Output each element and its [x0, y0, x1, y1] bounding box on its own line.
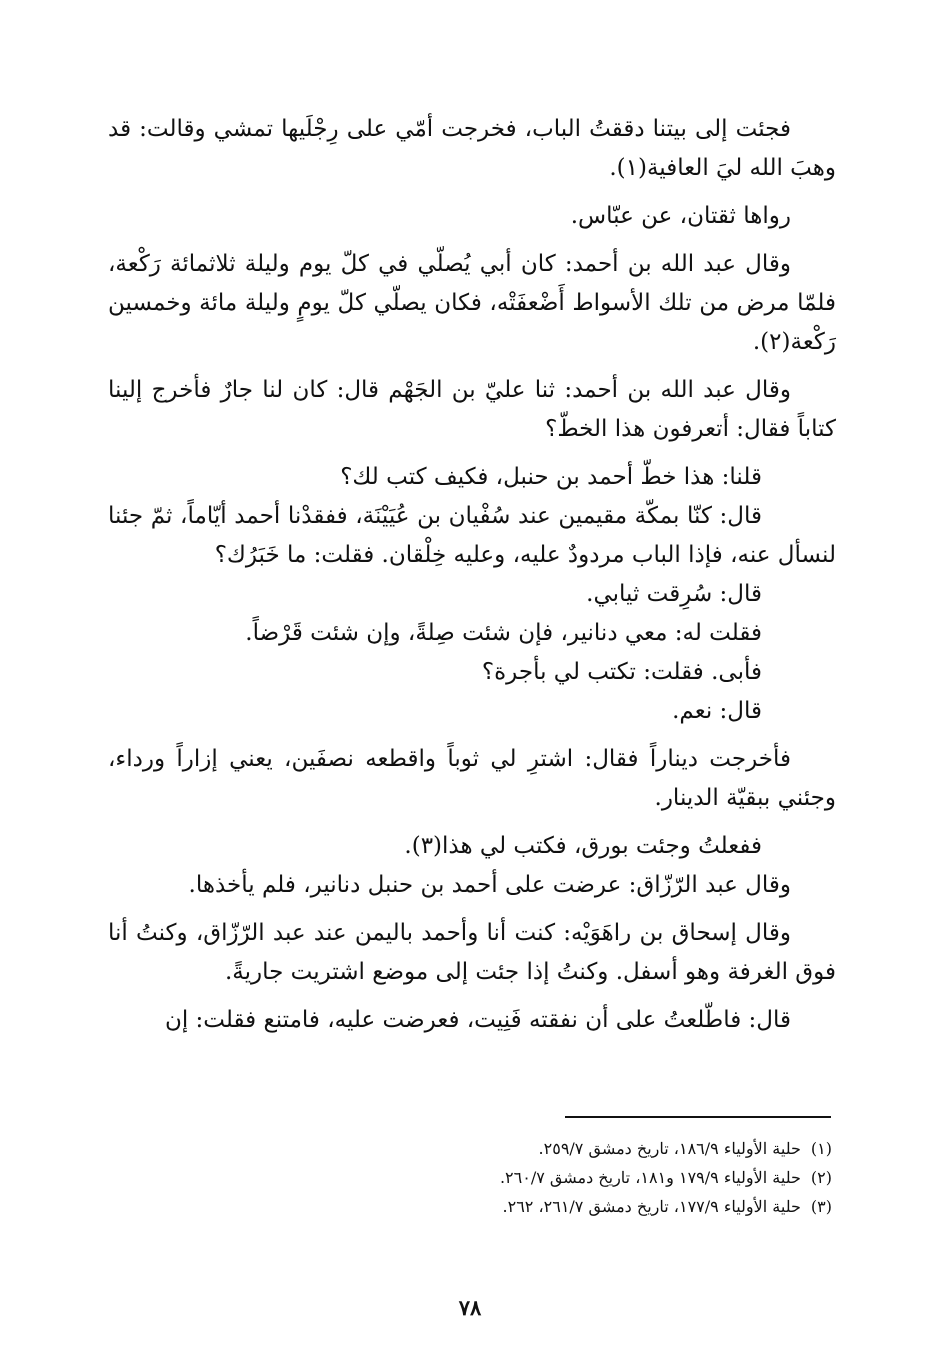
paragraph: وقال عبد الله بن أحمد: كان أبي يُصلّي في كلّ يوم وليلة ثلاثمائة رَكْعة، فلمّا مرض من تلك الأسواط أَضْعفَتْه، فكان يصلّي كلّ يومٍ وليلة مائة وخمسين رَكْعة(٢). — [108, 251, 836, 355]
footnote-text: حلية الأولياء ١٧٧/٩، تاريخ دمشق ٢٦١/٧، ٢٦٢. — [502, 1197, 801, 1216]
dialogue-line: فأبى. فقلت: تكتب لي بأجرة؟ — [481, 659, 762, 685]
dialogue-line: قال: نعم. — [672, 698, 762, 724]
footnote-text: حلية الأولياء ١٨٦/٩، تاريخ دمشق ٢٥٩/٧. — [538, 1139, 801, 1158]
page-number: ٧٨ — [458, 1295, 482, 1320]
main-text — [108, 110, 836, 1049]
paragraph: قال: فاطّلعتُ على أن نفقته فَنِيت، فعرضت عليه، فامتنع فقلت: إن — [164, 1007, 791, 1033]
paragraph: وقال عبد الله بن أحمد: ثنا عليّ بن الجَهْم قال: كان لنا جارٌ فأخرج إلينا كتاباً فقال: أتعرفون هذا الخطّ؟ — [108, 377, 836, 442]
footnote-divider — [565, 1116, 831, 1118]
dialogue-line: فقلت له: معي دنانير، فإن شئت صِلةً، وإن شئت قَرْضاً. — [245, 620, 762, 646]
footnote-text: حلية الأولياء ١٧٩/٩ و١٨١، تاريخ دمشق ٢٦٠/٧. — [499, 1168, 801, 1187]
footnote — [104, 1134, 832, 1163]
footnote — [104, 1163, 832, 1192]
footnote-number: (٣) — [810, 1197, 832, 1216]
paragraph: ففعلتُ وجئت بورق، فكتب لي هذا(٣). — [404, 833, 762, 859]
dialogue-line: قال: كنّا بمكّة مقيمين عند سُفْيان بن عُيَيْنَة، ففقدْنا أحمد أيّاماً، ثمّ جئنا لنسأل عنه، فإذا الباب مردودٌ عليه، وعليه خِلْقان. فقلت: ما خَبَرُك؟ — [108, 503, 836, 568]
paragraph: فجئت إلى بيتنا دققتُ الباب، فخرجت أمّي على رِجْلَيها تمشي وقالت: قد وهبَ الله ليَ العافية(١). — [108, 116, 836, 181]
footnote-number: (٢) — [810, 1168, 832, 1187]
dialogue-line: قلنا: هذا خطّ أحمد بن حنبل، فكيف كتب لك؟ — [340, 464, 762, 490]
paragraph: فأخرجت ديناراً فقال: اشترِ لي ثوباً واقطعه نصفَين، يعني إزاراً ورداء، وجئني ببقيّة الدينار. — [108, 746, 836, 811]
paragraph: وقال عبد الرّزّاق: عرضت على أحمد بن حنبل دنانير، فلم يأخذها. — [188, 872, 791, 898]
footnote-number: (١) — [810, 1139, 832, 1158]
paragraph: وقال إسحاق بن راهَوَيْه: كنت أنا وأحمد باليمن عند عبد الرّزّاق، وكنتُ أنا فوق الغرفة وهو أسفل. وكنتُ إذا جئت إلى موضع اشتريت جاريةً. — [108, 920, 836, 985]
footnotes — [104, 1134, 832, 1221]
paragraph: رواها ثقتان، عن عبّاس. — [570, 203, 791, 229]
footnote — [104, 1192, 832, 1221]
dialogue-line: قال: سُرِقت ثيابي. — [586, 581, 762, 607]
